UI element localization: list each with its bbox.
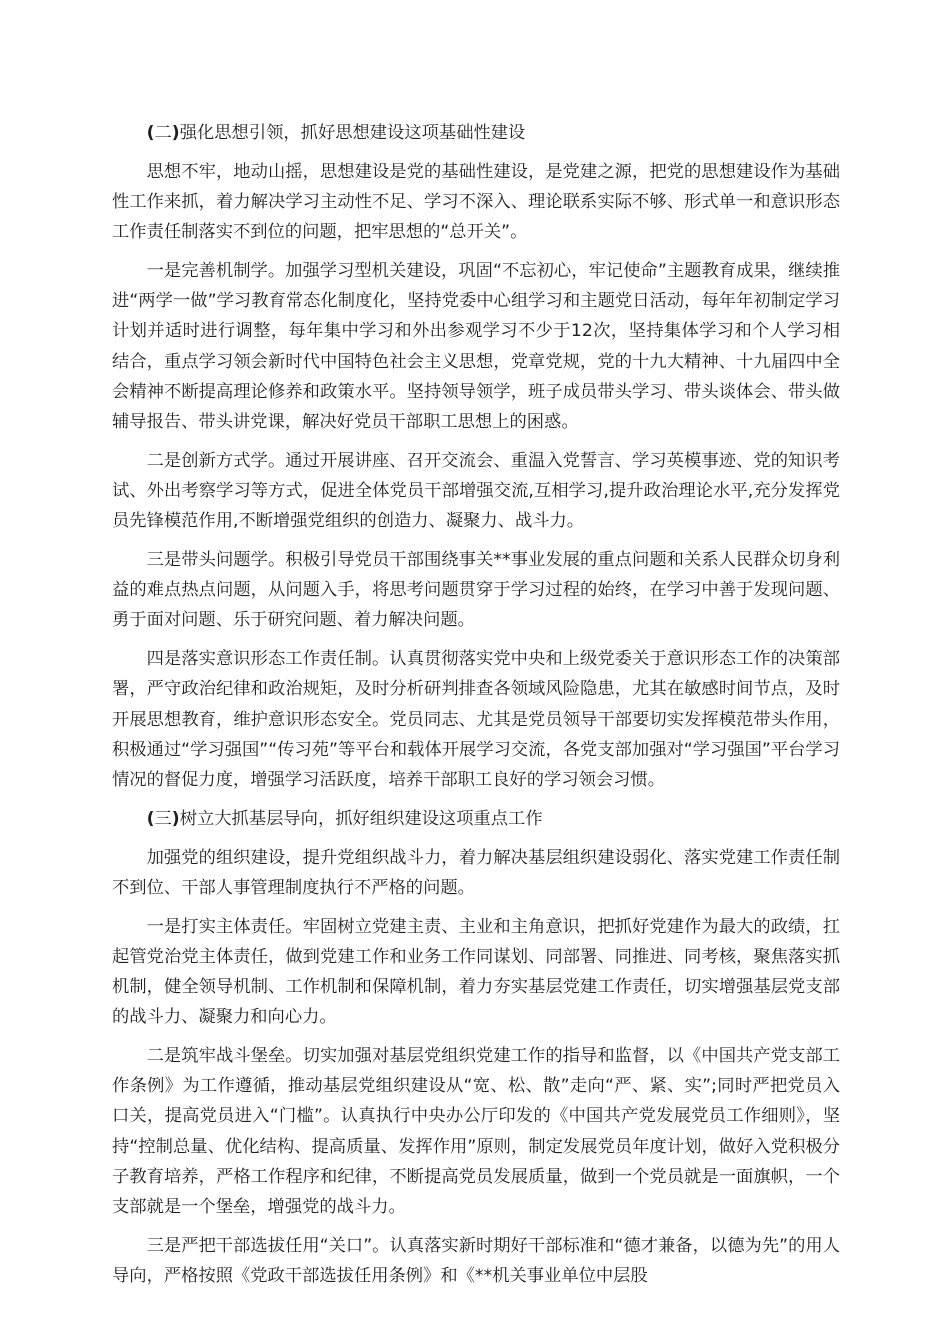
paragraph: 三是带头问题学。积极引导党员干部围绕事关**事业发展的重点问题和关系人民群众切身利益的难点热点问题，从问题入手，将思考问题贯穿于学习过程的始终，在学习中善于发现问题、勇于面对问题、乐于研究问题、着力解决问题。	[112, 550, 840, 631]
heading-open-paren: (	[146, 123, 155, 143]
paragraph: 一是打实主体责任。牢固树立党建主责、主业和主角意识，把抓好党建作为最大的政绩，扛起管党治党主体责任，做到党建工作和业务工作同谋划、同部署、同推进、同考核，聚焦落实抓机制，健全领导机制、工作机制和保障机制，着力夯实基层党建工作责任，切实增强基层党支部的战斗力、凝聚力和向心力。	[112, 916, 840, 1028]
section-heading-3	[112, 804, 840, 834]
heading-title: 强化思想引领，抓好思想建设这项基础性建设	[179, 123, 526, 143]
document-page	[112, 118, 840, 1300]
heading-open-paren: (	[146, 808, 155, 829]
paragraph: 二是创新方式学。通过开展讲座、召开交流会、重温入党誓言、学习英模事迹、党的知识考试、外出考察学习等方式，促进全体党员干部增强交流,互相学习,提升政治理论水平,充分发挥党员先锋模范作用,不断增强党组织的创造力、凝聚力、战斗力。	[112, 450, 840, 532]
paragraph: 加强党的组织建设，提升党组织战斗力，着力解决基层组织建设弱化、落实党建工作责任制不到位、干部人事管理制度执行不严格的问题。	[112, 847, 840, 898]
section-heading-2	[112, 118, 840, 148]
paragraph: 三是严把干部选拔任用“关口”。认真落实新时期好干部标准和“德才兼备，以德为先”的用人导向，严格按照《党政干部选拔任用条例》和《**机关事业单位中层股	[112, 1235, 840, 1287]
heading-title: 树立大抓基层导向，抓好组织建设这项重点工作	[179, 808, 543, 829]
heading-close-paren: )	[171, 123, 180, 143]
paragraph: 四是落实意识形态工作责任制。认真贯彻落实党中央和上级党委关于意识形态工作的决策部署，严守政治纪律和政治规矩，及时分析研判排查各领域风险隐患，尤其在敏感时间节点，及时开展思想教育，维护意识形态安全。党员同志、尤其是党员领导干部要切实发挥模范带头作用，积极通过“学习强国”“传习苑”等平台和载体开展学习交流，各党支部加强对“学习强国”平台学习情况的督促力度，增强学习活跃度，培养干部职工良好的学习领会习惯。	[112, 649, 840, 791]
heading-close-paren: )	[171, 808, 180, 829]
heading-numeral: 二	[154, 123, 172, 143]
paragraph: 一是完善机制学。加强学习型机关建设，巩固“不忘初心，牢记使命”主题教育成果，继续推进“两学一做”学习教育常态化制度化，坚持党委中心组学习和主题党日活动，每年年初制定学习计划并适时进行调整，每年集中学习和外出参观学习不少于12次，坚持集体学习和个人学习相结合，重点学习领会新时代中国特色社会主义思想，党章党规，党的十九大精神、十九届四中全会精神不断提高理论修养和政策水平。坚持领导领学，班子成员带头学习、带头谈体会、带头做辅导报告、带头讲党课，解决好党员干部职工思想上的困惑。	[112, 261, 840, 433]
paragraph: 二是筑牢战斗堡垒。切实加强对基层党组织党建工作的指导和监督，以《中国共产党支部工作条例》为工作遵循，推动基层党组织建设从“宽、松、散”走向“严、紧、实”;同时严把党员入口关，提高党员进入“门槛”。认真执行中央办公厅印发的《中国共产党发展党员工作细则》，坚持“控制总量、优化结构、提高质量、发挥作用”原则，制定发展党员年度计划，做好入党积极分子教育培养，严格工作程序和纪律，不断提高党员发展质量，做到一个党员就是一面旗帜，一个支部就是一个堡垒，增强党的战斗力。	[112, 1046, 840, 1218]
heading-numeral: 三	[154, 808, 172, 829]
paragraph: 思想不牢，地动山摇，思想建设是党的基础性建设，是党建之源，把党的思想建设作为基础性工作来抓，着力解决学习主动性不足、学习不深入、理论联系实际不够、形式单一和意识形态工作责任制落实不到位的问题，把牢思想的“总开关”。	[112, 161, 840, 243]
